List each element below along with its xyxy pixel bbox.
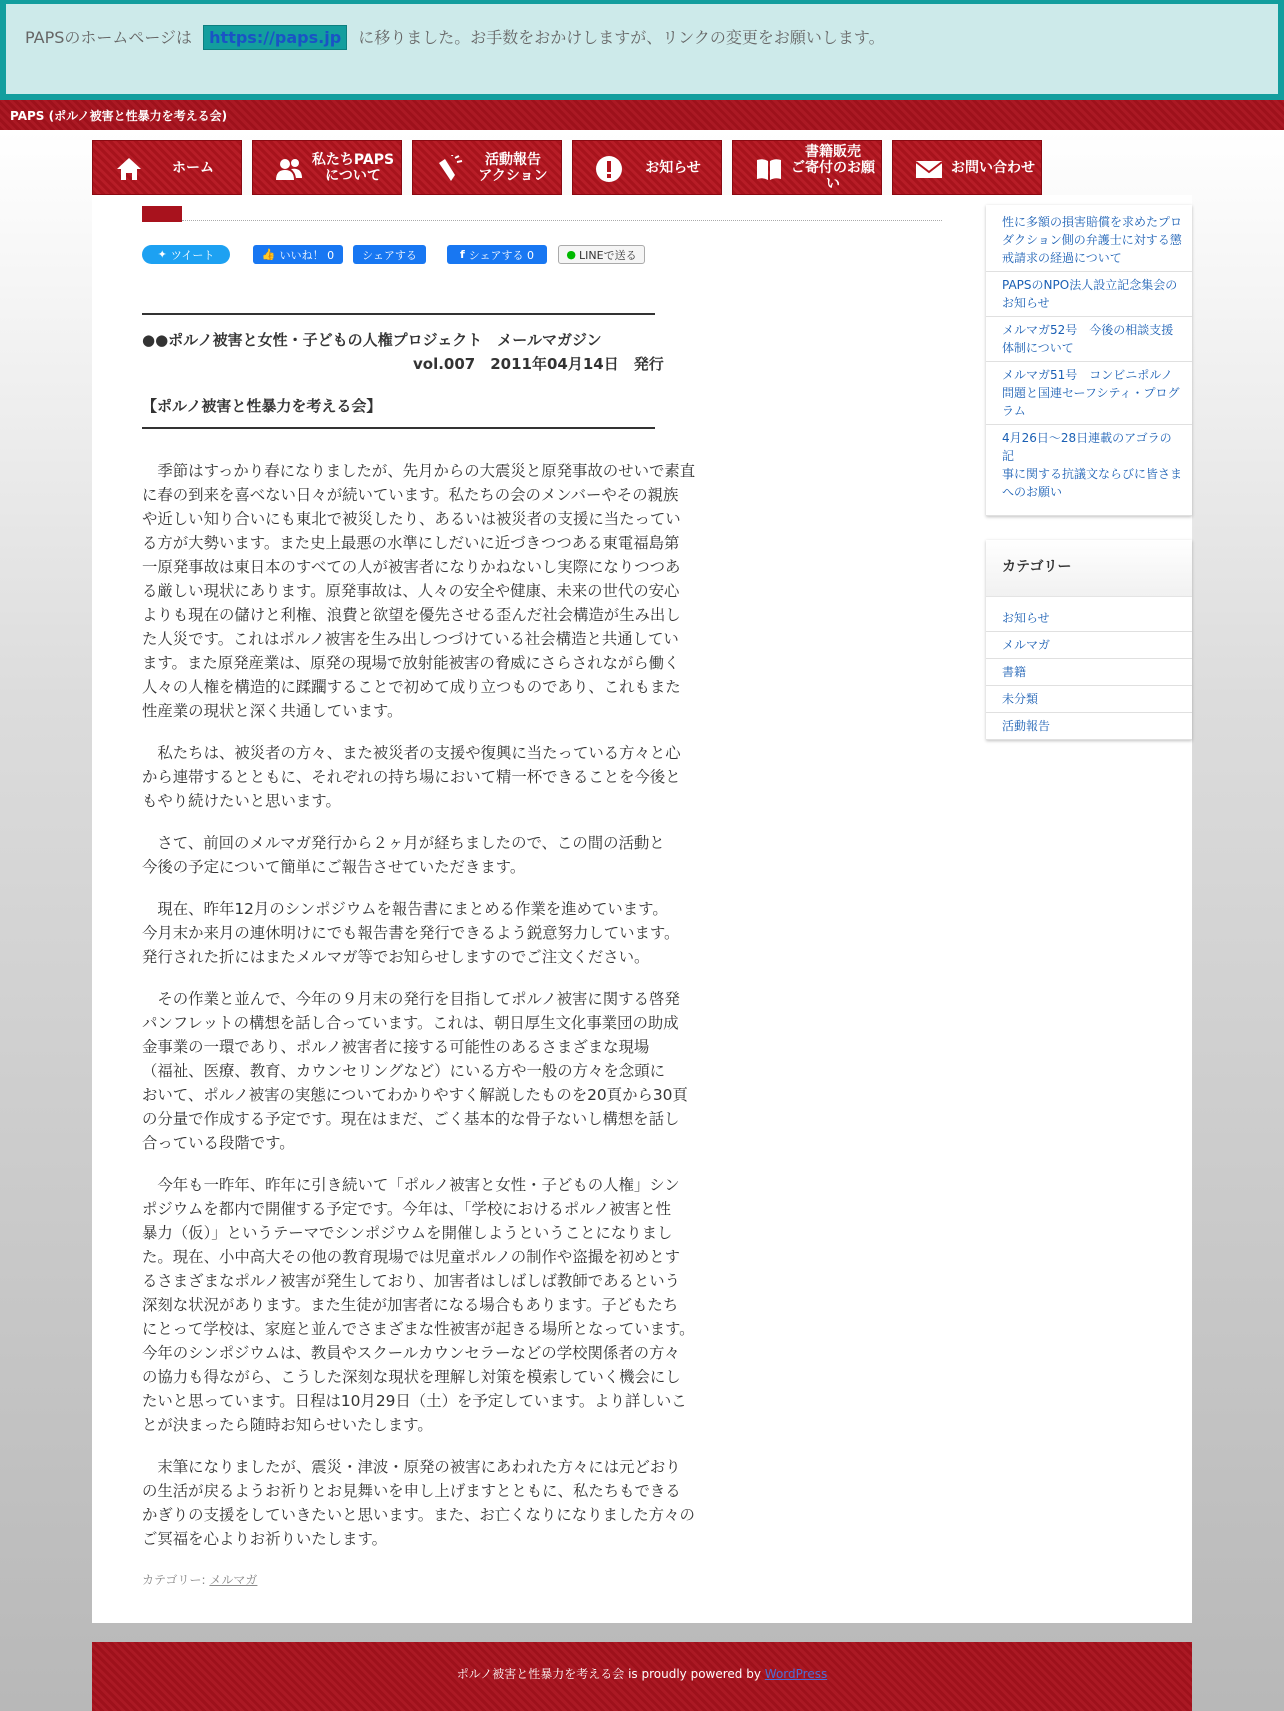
mail-icon: [915, 155, 943, 183]
footer-credit: [92, 1665, 1192, 1682]
article-paragraph: 私たちは、被災者の方々、また被災者の支援や復興に当たっている方々と心 から連帯するとともに、それぞれの持ち場において精一杯できることを今後と もやり続けたいと思います。: [142, 744, 681, 810]
users-icon: [275, 155, 303, 183]
nav-about-label: 私たちPAPS について: [311, 151, 395, 184]
site-title[interactable]: PAPS (ポルノ被害と性暴力を考える会): [10, 109, 228, 123]
nav-news-label: お知らせ: [645, 159, 701, 176]
category-item[interactable]: 書籍: [986, 659, 1192, 686]
nav-home[interactable]: [92, 140, 242, 195]
article-paragraph: その作業と並んで、今年の９月末の発行を目指してポルノ被害に関する啓発 パンフレットの構想を話し合っています。これは、朝日厚生文化事業団の助成 金事業の一環であり、ポルノ被害者に接する可能性のあるさまざまな現場 （福祉、医療、教育、カウンセリングなど）にいる方や一般の方々を念頭に おいて、ポルノ被害の実態についてわかりやすく解説したものを20頁から30頁 の分量で作成する予定です。現在はまだ、ごく基本的な骨子ないし構想を話し 合っている段階です。: [142, 990, 688, 1152]
fb-share-button[interactable]: [353, 245, 426, 264]
fb-share-label: シェアする 0: [468, 248, 535, 262]
categories-widget: [986, 540, 1192, 740]
category-label: カテゴリー:: [142, 1573, 206, 1587]
newsletter-title: ●●ポルノ被害と女性・子どもの人権プロジェクト メールマガジン: [142, 331, 602, 349]
nav-contact-label: お問い合わせ: [951, 159, 1035, 176]
newsletter-issue: vol.007 2011年04月14日 発行: [413, 355, 664, 373]
moved-notice-banner: [0, 0, 1284, 100]
nav-contact[interactable]: [892, 140, 1042, 195]
header-rule-bottom: [142, 427, 655, 429]
recent-post-link[interactable]: メルマガ51号 コンビニポルノ 問題と国連セーフシティ・プログ ラム: [986, 362, 1192, 425]
article-paragraph: 季節はすっかり春になりましたが、先月からの大震災と原発事故のせいで素直 に春の到来を喜べない日々が続いています。私たちの会のメンバーやその親族 や近しい知り合いにも東北で被災したり、あるいは被災者の支援に当たってい る方が大勢います。また史上最悪の水準にしだいに近づきつつある東電福島第 一原発事故は東日本のすべての人が被害者になりかねないし実際になりつつあ る厳しい現状にあります。原発事故は、人々の安全や健康、未来の世代の安心 よりも現在の儲けと利権、浪費と欲望を優先させる歪んだ社会構造が生み出し た人災です。これはポルノ被害を生み出しつづけている社会構造と共通してい ます。また原発産業は、原発の現場で放射能被害の脅威にさらされながら働く 人々の人権を構造的に蹂躙することで初めて成り立つものであり、これもまた 性産業の現状と深く共通しています。: [142, 462, 696, 720]
recent-post-link[interactable]: メルマガ52号 今後の相談支援 体制について: [986, 317, 1192, 362]
line-icon: ●: [566, 248, 577, 261]
article-paragraph: 末筆になりましたが、震災・津波・原発の被害にあわれた方々には元どおり の生活が戻るようお祈りとお見舞いを申し上げますとともに、私たちもできる かぎりの支援をしていきたいと思います。また、お亡くなりになりました方々の ご冥福を心よりお祈りいたします。: [142, 1458, 695, 1548]
notice-message: [25, 25, 885, 50]
footer-text: ポルノ被害と性暴力を考える会 is proudly powered by: [456, 1667, 761, 1681]
category-item[interactable]: メルマガ: [986, 632, 1192, 659]
thumbs-up-icon: 👍: [261, 248, 276, 261]
recent-posts-widget: [986, 205, 1192, 516]
newsletter-org: 【ポルノ被害と性暴力を考える会】: [142, 397, 382, 415]
share-label: シェアする: [362, 248, 417, 262]
article-paragraph: 現在、昨年12月のシンポジウムを報告書にまとめる作業を進めています。 今月末か来月の連休明けにでも報告書を発行できるよう鋭意努力しています。 発行された折にはまたメルマガ等でお知らせしますのでご注文ください。: [142, 900, 680, 966]
fb-share-count-button[interactable]: [447, 245, 547, 264]
like-label: いいね！ 0: [279, 248, 335, 262]
nav-books-donation[interactable]: [732, 140, 882, 195]
nav-activities-label: 活動報告 アクション: [478, 151, 548, 184]
line-label: LINEで送る: [579, 248, 637, 262]
new-site-link[interactable]: https://paps.jp: [203, 25, 347, 50]
twitter-icon: ✦: [157, 248, 167, 261]
wordpress-link[interactable]: WordPress: [764, 1667, 828, 1681]
categories-spacer: [986, 597, 1192, 605]
nav-books-label: 書籍販売 ご寄付のお願い: [791, 143, 875, 192]
post-title-tab: [142, 206, 182, 222]
exclamation-icon: [595, 155, 623, 183]
nav-news[interactable]: [572, 140, 722, 195]
post-category-meta: [142, 1571, 257, 1588]
facebook-icon: f: [459, 248, 465, 261]
article-body: [142, 459, 722, 1569]
tweet-button[interactable]: [142, 245, 230, 264]
recent-post-link[interactable]: PAPSのNPO法人設立記念集会の お知らせ: [986, 272, 1192, 317]
book-icon: [755, 155, 783, 183]
categories-title: カテゴリー: [986, 540, 1192, 597]
line-send-button[interactable]: [558, 245, 645, 264]
notice-suffix: に移りました。お手数をおかけしますが、リンクの変更をお願いします。: [358, 28, 885, 47]
category-item[interactable]: 未分類: [986, 686, 1192, 713]
recent-post-link[interactable]: 性に多額の損害賠償を求めたプロ ダクション側の弁護士に対する懲 戒請求の経過について: [986, 209, 1192, 272]
category-item[interactable]: 活動報告: [986, 713, 1192, 740]
nav-home-label: ホーム: [172, 159, 214, 176]
tweet-label: ツイート: [170, 248, 215, 262]
recent-post-link[interactable]: 4月26日〜28日連載のアゴラの記 事に関する抗議文ならびに皆さま へのお願い: [986, 425, 1192, 516]
category-item[interactable]: お知らせ: [986, 605, 1192, 632]
notice-prefix: PAPSのホームページは: [25, 28, 193, 47]
nav-about[interactable]: [252, 140, 402, 195]
home-icon: [115, 155, 143, 183]
fb-like-button[interactable]: [253, 245, 343, 264]
header-rule-top: [142, 313, 655, 315]
site-header-bar: [0, 100, 1284, 130]
article-paragraph: 今年も一昨年、昨年に引き続いて「ポルノ被害と女性・子どもの人権」シン ポジウムを都内で開催する予定です。今年は、「学校におけるポルノ被害と性 暴力（仮）」というテーマでシンポジウムを開催しようということになりまし た。現在、小中高大その他の教育現場では児童ポルノの制作や盗撮を初めとす るさまざまなポルノ被害が発生しており、加害者はしばしば教師であるという 深刻な状況があります。また生徒が加害者になる場合もあります。子どもたち にとって学校は、家庭と並んでさまざまな性被害が起きる場所となっています。 今年のシンポジウムは、教員やスクールカウンセラーなどの学校関係者の方々 の協力も得ながら、こうした深刻な現状を理解し対策を模索していく機会にし たいと思っています。日程は10月29日（土）を予定しています。より詳しいこ とが決まったら随時お知らせいたします。: [142, 1176, 695, 1434]
megaphone-icon: [435, 155, 463, 183]
post-title-divider: [182, 220, 942, 221]
nav-activities[interactable]: [412, 140, 562, 195]
category-link[interactable]: メルマガ: [209, 1573, 258, 1587]
article-paragraph: さて、前回のメルマガ発行から２ヶ月が経ちましたので、この間の活動と 今後の予定について簡単にご報告させていただきます。: [142, 834, 665, 876]
site-footer: [92, 1642, 1192, 1711]
